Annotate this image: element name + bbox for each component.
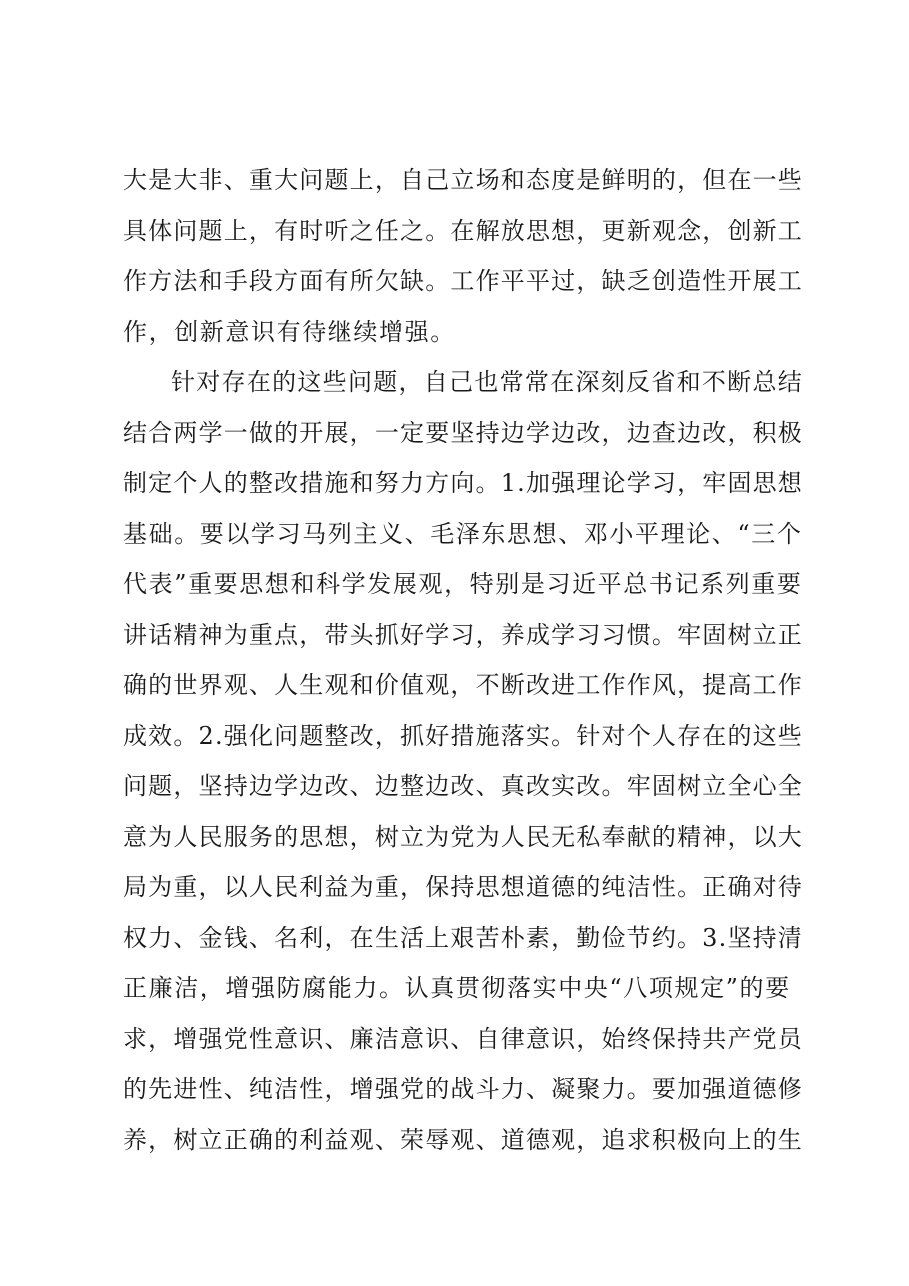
text-line: 制定个人的整改措施和努力方向。1.加强理论学习，牢固思想 [123, 469, 803, 497]
text-line: 针对存在的这些问题，自己也常常在深刻反省和不断总结 [171, 368, 803, 396]
text-line: 局为重，以人民利益为重，保持思想道德的纯洁性。正确对待 [123, 873, 803, 901]
text-line: 讲话精神为重点，带头抓好学习，养成学习习惯。牢固树立正 [123, 620, 803, 649]
text-line: 作，创新意识有待继续增强。 [123, 317, 456, 346]
text-line: 基础。要以学习马列主义、毛泽东思想、邓小平理论、“三个 [123, 519, 803, 548]
text-line: 问题，坚持边学边改、边整边改、真改实改。牢固树立全心全 [123, 772, 803, 800]
paragraph [123, 155, 803, 357]
text-line: 的先进性、纯洁性，增强党的战斗力、凝聚力。要加强道德修 [123, 1075, 803, 1103]
text-line: 成效。2.强化问题整改，抓好措施落实。针对个人存在的这些 [123, 721, 803, 750]
text-line: 意为人民服务的思想，树立为党为人民无私奉献的精神，以大 [123, 822, 803, 851]
text-line: 结合两学一做的开展，一定要坚持边学边改，边查边改，积极 [123, 418, 803, 447]
text-line: 确的世界观、人生观和价值观，不断改进工作作风，提高工作 [123, 671, 803, 699]
text-line: 权力、金钱、名利，在生活上艰苦朴素，勤俭节约。3.坚持清 [123, 923, 803, 952]
body-text [123, 155, 803, 1165]
text-line: 代表”重要思想和科学发展观，特别是习近平总书记系列重要 [123, 570, 803, 598]
text-line: 求，增强党性意识、廉洁意识、自律意识，始终保持共产党员 [123, 1024, 803, 1053]
text-line: 养，树立正确的利益观、荣辱观、道德观，追求积极向上的生 [123, 1125, 803, 1154]
text-line: 具体问题上，有时听之任之。在解放思想，更新观念，创新工 [123, 216, 803, 245]
paragraph [123, 357, 803, 1165]
text-line: 正廉洁，增强防腐能力。认真贯彻落实中央“八项规定”的要 [123, 974, 791, 1002]
text-line: 大是大非、重大问题上，自己立场和态度是鲜明的，但在一些 [123, 166, 803, 194]
text-line: 作方法和手段方面有所欠缺。工作平平过，缺乏创造性开展工 [123, 267, 803, 295]
